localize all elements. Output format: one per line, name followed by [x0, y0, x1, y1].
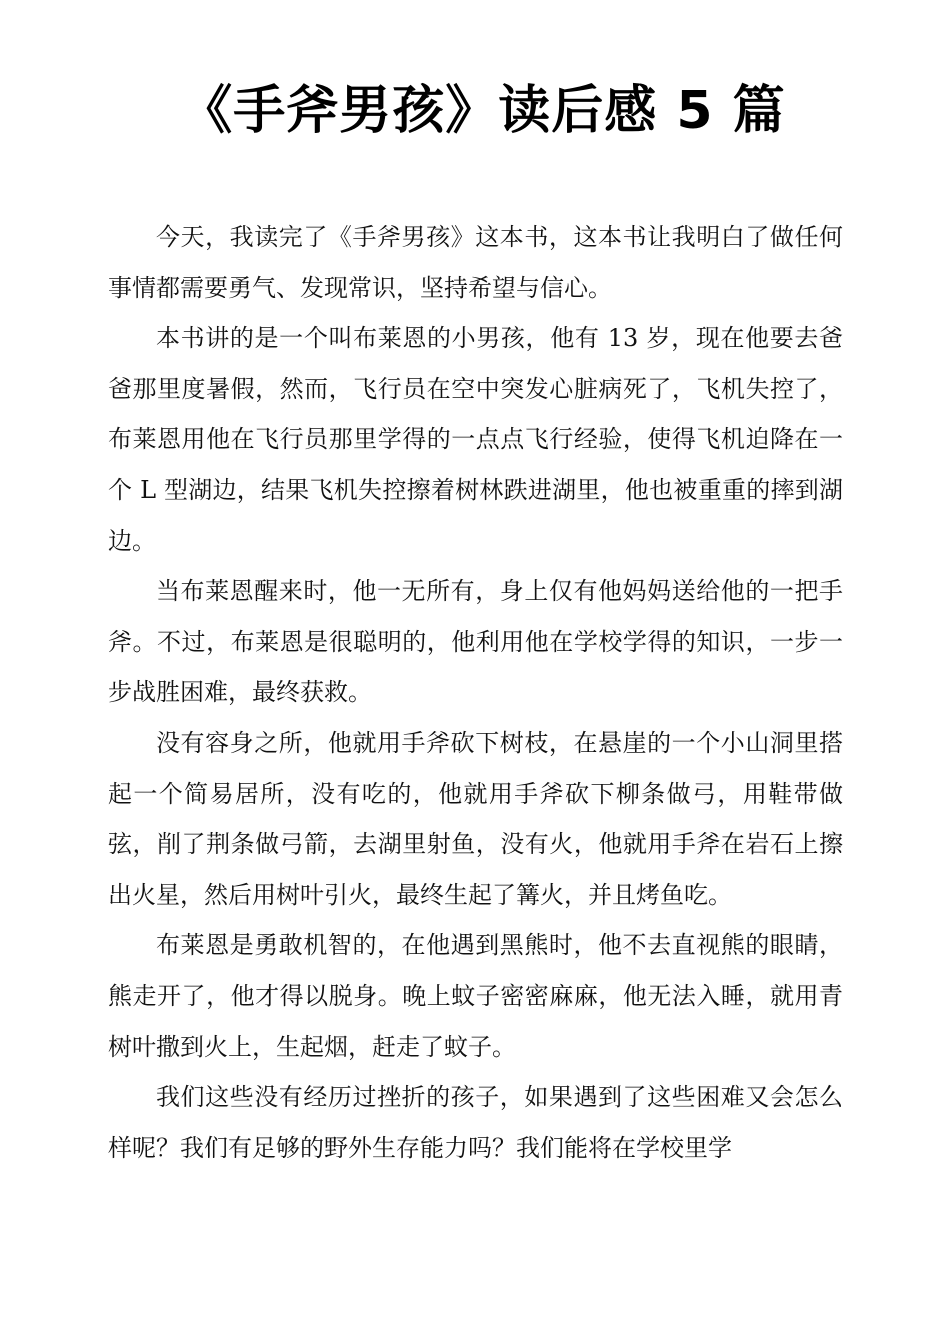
paragraph-4: 没有容身之所，他就用手斧砍下树枝，在悬崖的一个小山洞里搭起一个简易居所，没有吃的，他就用手斧砍下柳条做弓，用鞋带做弦，削了荆条做弓箭，去湖里射鱼，没有火，他就用手斧在岩石上擦出火星，然后用树叶引火，最终生起了篝火，并且烤鱼吃。: [108, 728, 843, 909]
paragraph-1: 今天，我读完了《手斧男孩》这本书，这本书让我明白了做任何事情都需要勇气、发现常识，坚持希望与信心。: [108, 223, 843, 302]
paragraph-3: 当布莱恩醒来时，他一无所有，身上仅有他妈妈送给他的一把手斧。不过，布莱恩是很聪明的，他利用他在学校学得的知识，一步一步战胜困难，最终获救。: [108, 577, 843, 707]
paragraph-6: 我们这些没有经历过挫折的孩子，如果遇到了这些困难又会怎么样呢？我们有足够的野外生存能力吗？我们能将在学校里学: [108, 1083, 843, 1162]
paragraph-2: 本书讲的是一个叫布莱恩的小男孩，他有 13 岁，现在他要去爸爸那里度暑假，然而，飞行员在空中突发心脏病死了，飞机失控了，布莱恩用他在飞行员那里学得的一点点飞行经验，使得飞机迫降在一个 L 型湖边，结果飞机失控擦着树林跌进湖里，他也被重重的摔到湖边。: [108, 324, 843, 555]
document-body: [108, 212, 843, 1173]
document-title: 《手斧男孩》读后感 5 篇: [180, 81, 786, 141]
paragraph-5: 布莱恩是勇敢机智的，在他遇到黑熊时，他不去直视熊的眼睛，熊走开了，他才得以脱身。晚上蚊子密密麻麻，他无法入睡，就用青树叶撒到火上，生起烟，赶走了蚊子。: [108, 931, 843, 1061]
